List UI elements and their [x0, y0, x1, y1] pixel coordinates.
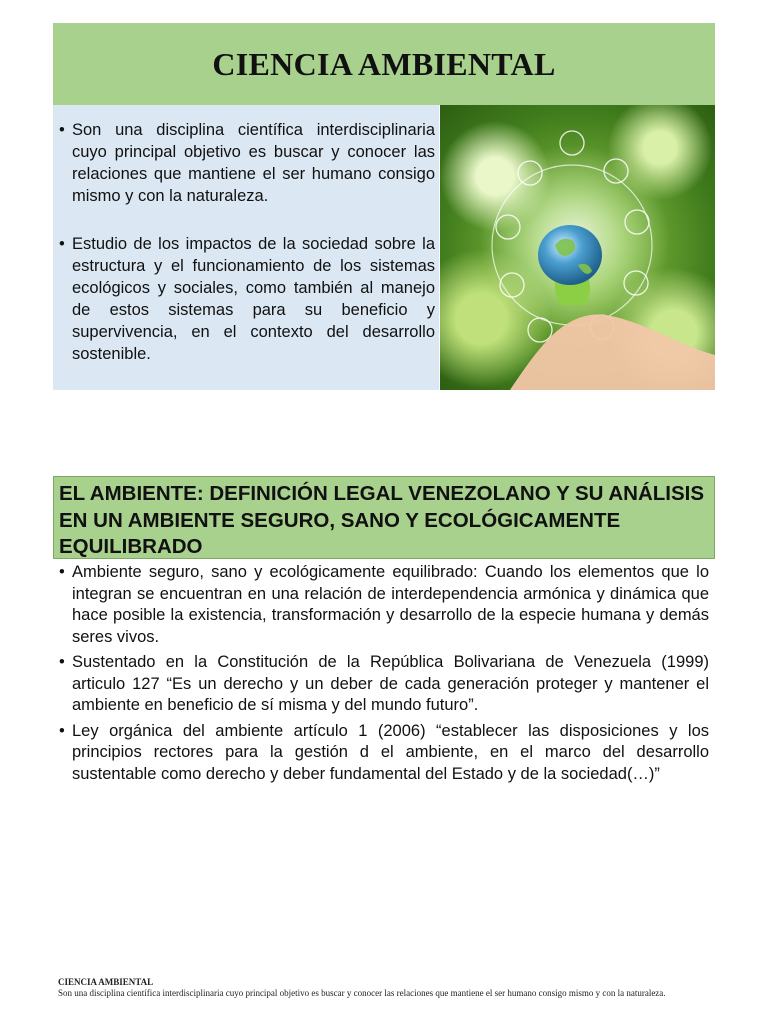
section-bullet-3 [57, 721, 709, 786]
section-heading: EL AMBIENTE: DEFINICIÓN LEGAL VENEZOLANO Y SU ANÁLISIS EN UN AMBIENTE SEGURO, SANO Y ECOLÓGICAMENTE EQUILIBRADO [59, 482, 705, 558]
section-heading-box [53, 476, 715, 559]
section-bullet-2 [57, 652, 709, 717]
title-banner [53, 23, 715, 105]
intro-bullet-text-2: Estudio de los impactos de la sociedad sobre la estructura y el funcionamiento de los sistemas ecológicos y sociales, como también al manejo de estos sistemas para su beneficio y supervivencia, en el contexto del desarrollo sostenible. [72, 235, 435, 363]
footer-title: CIENCIA AMBIENTAL [58, 977, 154, 987]
section-bullet-1 [57, 562, 709, 648]
bullet-icon: • [59, 235, 65, 253]
footer-paragraph: Son una disciplina científica interdisciplinaria cuyo principal objetivo es buscar y conocer las relaciones que mantiene el ser humano consigo mismo y con la naturaleza. [58, 988, 666, 998]
bullet-icon: • [59, 563, 65, 581]
section-bullet-text-1: Ambiente seguro, sano y ecológicamente equilibrado: Cuando los elementos que lo integran se encuentran en una relación de interdependencia armónica y dinámica que hace posible la existencia, transformación y desarrollo de la especie humana y demás seres vivos. [72, 563, 709, 646]
intro-bullet-list [53, 105, 439, 365]
section-bullet-text-2: Sustentado en la Constitución de la República Bolivariana de Venezuela (1999) articulo 127 “Es un derecho y un deber de cada generación proteger y mantener el ambiente en beneficio de sí misma y del mundo futuro”. [72, 653, 709, 714]
intro-bullet-text-1: Son una disciplina científica interdisciplinaria cuyo principal objetivo es buscar y conocer las relaciones que mantiene el ser humano consigo mismo y con la naturaleza. [72, 121, 435, 205]
intro-bullet-1 [57, 119, 435, 207]
intro-bullet-2 [57, 233, 435, 365]
bullet-icon: • [59, 721, 65, 740]
section-bullet-text-3: Ley orgánica del ambiente artículo 1 (2006) “establecer las disposiciones y los principios rectores para la gestión d el ambiente, en el marco del desarrollo sustentable como derecho y deber fundamental del Estado y de la sociedad(…)” [72, 721, 709, 783]
footer-text-block [58, 977, 710, 1008]
eco-globe-illustration [440, 105, 715, 390]
globe-in-hands-photo [440, 105, 715, 390]
page-title: CIENCIA AMBIENTAL [212, 45, 556, 82]
bullet-icon: • [59, 121, 65, 139]
bullet-icon: • [59, 653, 65, 671]
section-bullet-list [57, 562, 709, 789]
intro-text-box [53, 105, 439, 390]
